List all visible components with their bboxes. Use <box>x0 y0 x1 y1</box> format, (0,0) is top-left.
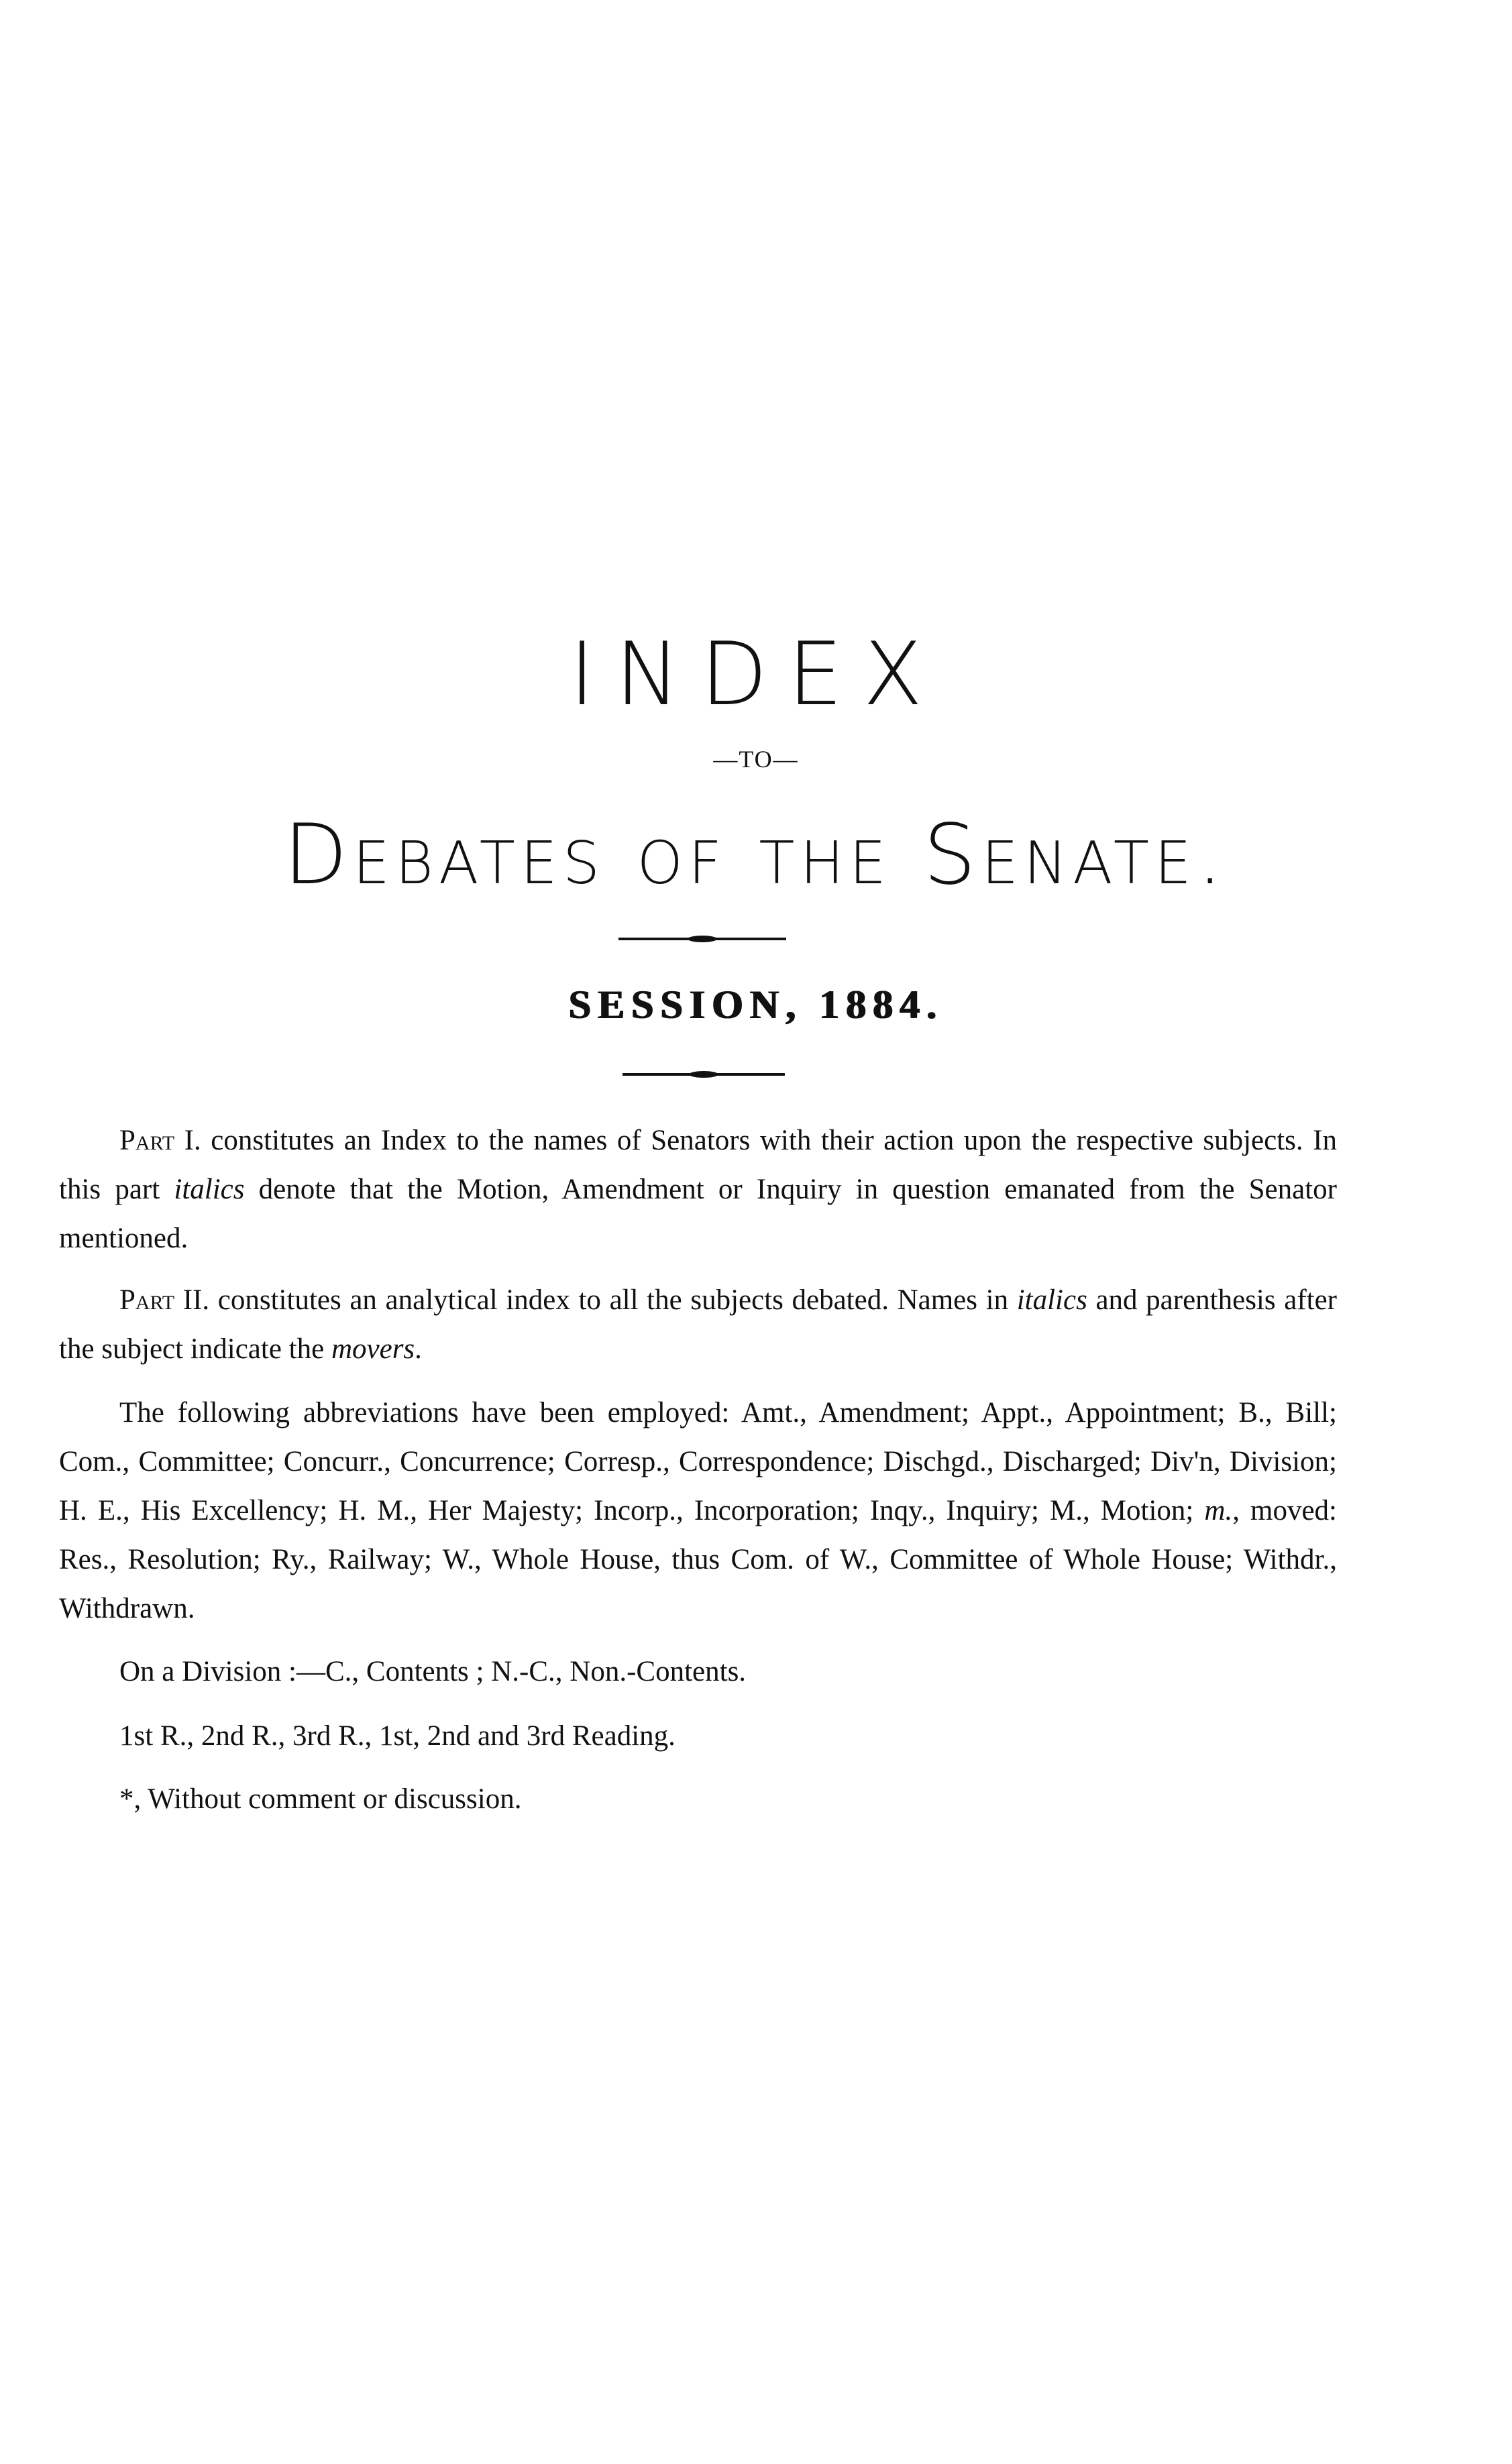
index-title: INDEX <box>569 623 943 725</box>
division-line: On a Division :—C., Contents ; N.-C., Non.-Contents. <box>119 1656 747 1687</box>
abbreviations-paragraph <box>59 1388 1337 1633</box>
readings-line: 1st R., 2nd R., 3rd R., 1st, 2nd and 3rd Reading. <box>119 1720 676 1752</box>
ornamental-rule <box>623 1073 785 1076</box>
part-one-text: I. constitutes an Index to the names of Senators with their action upon the respective subjects. In this part <box>59 1125 1337 1205</box>
italic-word: italics <box>174 1174 245 1205</box>
part-two-paragraph <box>59 1276 1337 1374</box>
rule-ornament <box>688 936 717 942</box>
part-two-text: II. constitutes an analytical index to all the subjects debated. Names in <box>174 1284 1017 1316</box>
to-subtitle: —TO— <box>713 746 799 773</box>
ornamental-rule <box>618 938 786 940</box>
rule-ornament <box>689 1071 718 1078</box>
abbreviations-text: The following abbreviations have been employed: Amt., Amendment; Appt., Appointment; B., Bill; Com., Committee; Concurr., Concurrence; Corresp., Correspondence; Dischgd., Discharged; Div'n, Division; H. E., His Excellency; H. M., Her Majesty; Incorp., Incorporation; Inqy., Inquiry; M., Motion; <box>59 1397 1337 1526</box>
italic-word: movers <box>331 1333 415 1365</box>
part-one-text-end: denote that the Motion, Amendment or Inquiry in question emanated from the Senator mentioned. <box>59 1174 1337 1254</box>
part-one-paragraph <box>59 1116 1337 1263</box>
part-label: Part <box>119 1284 175 1316</box>
abbreviations-text-end: , moved: Res., Resolution; Ry., Railway; W., Whole House, thus Com. of W., Committee of Whole House; Withdr., Withdrawn. <box>59 1495 1337 1624</box>
session-title: SESSION, 1884. <box>568 983 944 1027</box>
italic-word: m. <box>1204 1495 1233 1526</box>
part-two-text-mid: and parenthesis after the subject indicate the <box>59 1284 1338 1365</box>
part-two-text-end: . <box>415 1333 422 1365</box>
italic-word: italics <box>1016 1284 1087 1316</box>
main-title: Debates of the Senate. <box>283 807 1229 903</box>
part-label: Part <box>119 1125 175 1156</box>
asterisk-line: *, Without comment or discussion. <box>119 1783 522 1815</box>
